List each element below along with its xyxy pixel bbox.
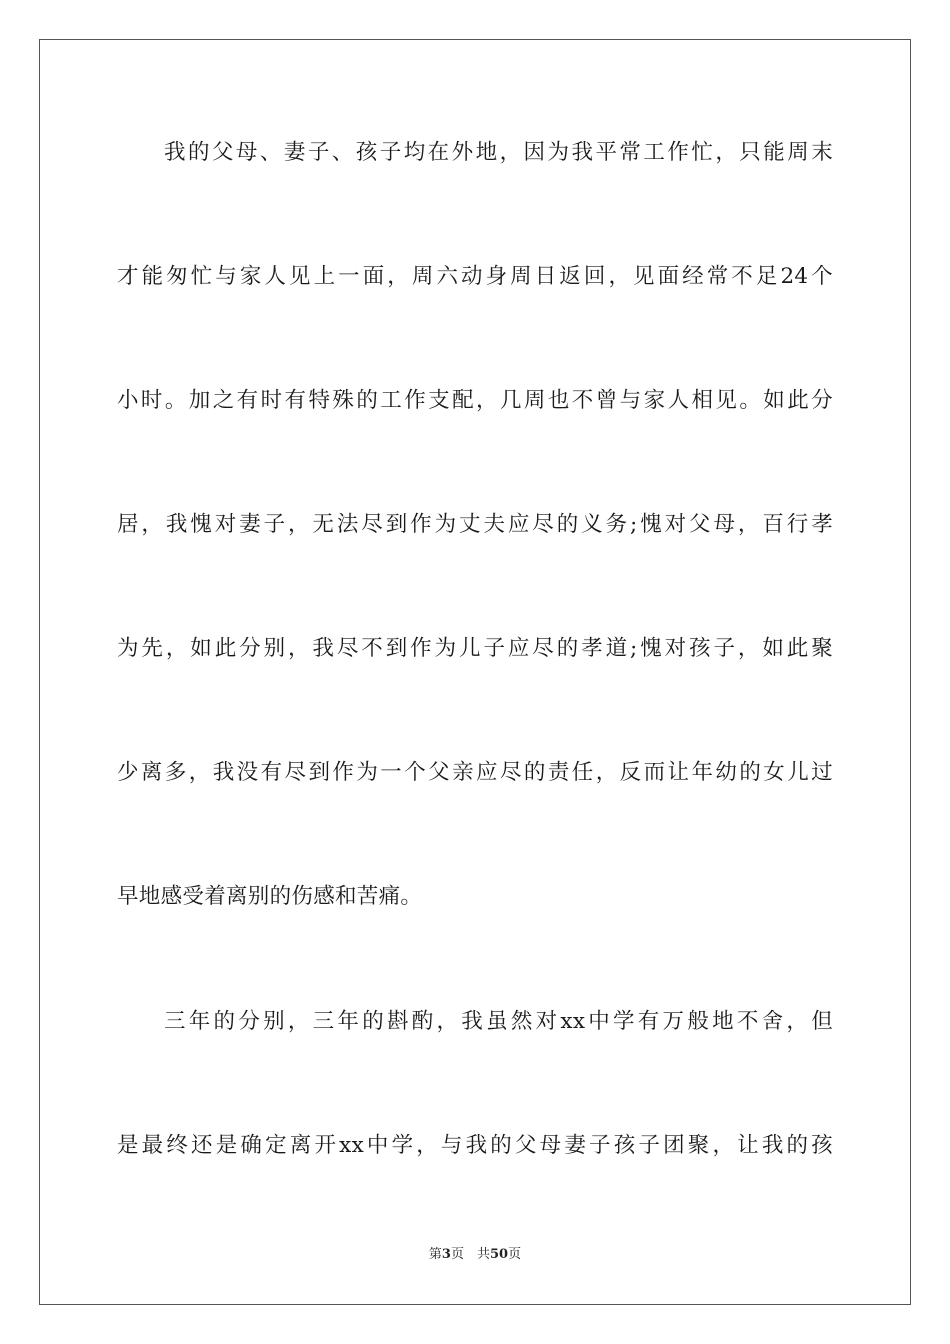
- paragraph-1-line-4: 居，我愧对妻子，无法尽到作为丈夫应尽的义务;愧对父母，百行孝: [117, 512, 833, 537]
- paragraph-2-line-1: 三年的分别，三年的斟酌，我虽然对xx中学有万般地不舍，但: [164, 1009, 833, 1034]
- paragraph-1-line-2: 才能匆忙与家人见上一面，周六动身周日返回，见面经常不足24个: [117, 264, 833, 289]
- page-suffix: 页: [508, 1247, 522, 1262]
- paragraph-1-line-5: 为先，如此分别，我尽不到作为儿子应尽的孝道;愧对孩子，如此聚: [117, 636, 833, 661]
- page-number-footer: [0, 1246, 950, 1264]
- page-mid-text: 页 共: [450, 1247, 490, 1262]
- page-prefix: 第: [428, 1247, 442, 1262]
- current-page-number: 3: [441, 1247, 451, 1262]
- paragraph-1-line-3: 小时。加之有时有特殊的工作支配，几周也不曾与家人相见。如此分: [117, 388, 833, 413]
- paragraph-1-line-7: 早地感受着离别的伤感和苦痛。: [117, 884, 423, 909]
- paragraph-2-line-2: 是最终还是确定离开xx中学，与我的父母妻子孩子团聚，让我的孩: [117, 1133, 833, 1158]
- page-border: [39, 39, 911, 1305]
- total-page-number: 50: [489, 1247, 509, 1262]
- paragraph-1-line-6: 少离多，我没有尽到作为一个父亲应尽的责任，反而让年幼的女儿过: [117, 760, 833, 785]
- paragraph-1-line-1: 我的父母、妻子、孩子均在外地，因为我平常工作忙，只能周末: [164, 140, 833, 165]
